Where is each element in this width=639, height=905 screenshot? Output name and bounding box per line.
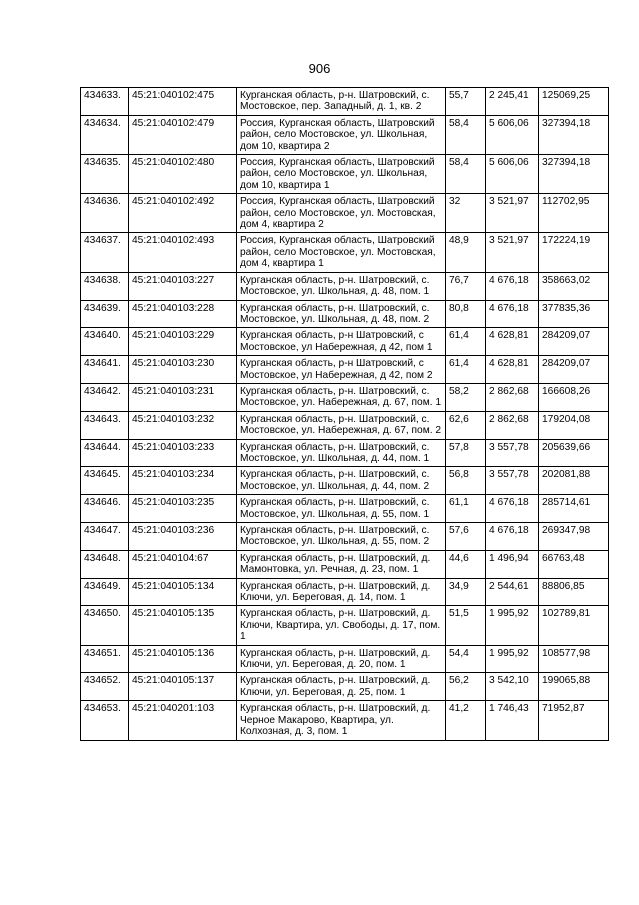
rate-cell: 1 995,92 xyxy=(486,606,539,645)
table-row xyxy=(81,155,609,194)
cadastral-value-cell: 88806,85 xyxy=(539,578,609,606)
area-cell: 61,4 xyxy=(446,356,486,384)
table-row xyxy=(81,578,609,606)
table-row xyxy=(81,523,609,551)
cadastral-value-cell: 202081,88 xyxy=(539,467,609,495)
cadastral-number-cell: 45:21:040103:228 xyxy=(129,300,237,328)
table-row xyxy=(81,411,609,439)
cadastral-number-cell: 45:21:040103:232 xyxy=(129,411,237,439)
row-number-cell: 434651. xyxy=(81,645,129,673)
cadastral-number-cell: 45:21:040102:479 xyxy=(129,115,237,154)
table-row xyxy=(81,300,609,328)
row-number-cell: 434634. xyxy=(81,115,129,154)
row-number-cell: 434645. xyxy=(81,467,129,495)
area-cell: 80,8 xyxy=(446,300,486,328)
address-cell: Курганская область, р-н. Шатровский, с. Мостовское, пер. Западный, д. 1, кв. 2 xyxy=(237,88,446,116)
cadastral-number-cell: 45:21:040105:135 xyxy=(129,606,237,645)
cadastral-number-cell: 45:21:040102:493 xyxy=(129,233,237,272)
cadastral-number-cell: 45:21:040103:230 xyxy=(129,356,237,384)
table-row xyxy=(81,550,609,578)
area-cell: 57,8 xyxy=(446,439,486,467)
cadastral-value-cell: 205639,66 xyxy=(539,439,609,467)
address-cell: Россия, Курганская область, Шатровский район, село Мостовское, ул. Мостовская, дом 4, квартира 2 xyxy=(237,194,446,233)
cadastral-number-cell: 45:21:040105:136 xyxy=(129,645,237,673)
cadastral-number-cell: 45:21:040103:235 xyxy=(129,495,237,523)
area-cell: 58,4 xyxy=(446,155,486,194)
table-row xyxy=(81,467,609,495)
table-row xyxy=(81,701,609,740)
area-cell: 62,6 xyxy=(446,411,486,439)
row-number-cell: 434649. xyxy=(81,578,129,606)
address-cell: Курганская область, р-н. Шатровский, д. Ключи, Квартира, ул. Свободы, д. 17, пом. 1 xyxy=(237,606,446,645)
area-cell: 76,7 xyxy=(446,272,486,300)
cadastral-value-cell: 166608,26 xyxy=(539,383,609,411)
row-number-cell: 434652. xyxy=(81,673,129,701)
area-cell: 55,7 xyxy=(446,88,486,116)
cadastral-value-cell: 269347,98 xyxy=(539,523,609,551)
cadastral-value-cell: 66763,48 xyxy=(539,550,609,578)
area-cell: 56,2 xyxy=(446,673,486,701)
address-cell: Курганская область, р-н. Шатровский, с. Мостовское, ул. Школьная, д. 55, пом. 2 xyxy=(237,523,446,551)
cadastral-value-cell: 125069,25 xyxy=(539,88,609,116)
table-row xyxy=(81,673,609,701)
cadastral-number-cell: 45:21:040102:475 xyxy=(129,88,237,116)
area-cell: 57,6 xyxy=(446,523,486,551)
address-cell: Курганская область, р-н. Шатровский, д. Ключи, ул. Береговая, д. 20, пом. 1 xyxy=(237,645,446,673)
cadastral-value-cell: 327394,18 xyxy=(539,115,609,154)
cadastral-number-cell: 45:21:040201:103 xyxy=(129,701,237,740)
rate-cell: 1 995,92 xyxy=(486,645,539,673)
table-row xyxy=(81,194,609,233)
table-row xyxy=(81,115,609,154)
row-number-cell: 434653. xyxy=(81,701,129,740)
cadastral-number-cell: 45:21:040102:480 xyxy=(129,155,237,194)
address-cell: Курганская область, р-н. Шатровский, с. Мостовское, ул. Набережная, д. 67, пом. 1 xyxy=(237,383,446,411)
table-row xyxy=(81,88,609,116)
cadastral-number-cell: 45:21:040103:234 xyxy=(129,467,237,495)
address-cell: Курганская область, р-н. Шатровский, с. Мостовское, ул. Школьная, д. 44, пом. 1 xyxy=(237,439,446,467)
cadastral-number-cell: 45:21:040103:227 xyxy=(129,272,237,300)
row-number-cell: 434635. xyxy=(81,155,129,194)
cadastral-number-cell: 45:21:040105:137 xyxy=(129,673,237,701)
cadastral-value-cell: 112702,95 xyxy=(539,194,609,233)
rate-cell: 4 628,81 xyxy=(486,356,539,384)
rate-cell: 4 676,18 xyxy=(486,495,539,523)
row-number-cell: 434639. xyxy=(81,300,129,328)
cadastral-value-cell: 172224,19 xyxy=(539,233,609,272)
row-number-cell: 434642. xyxy=(81,383,129,411)
rate-cell: 4 628,81 xyxy=(486,328,539,356)
page-number: 906 xyxy=(308,61,331,76)
row-number-cell: 434647. xyxy=(81,523,129,551)
rate-cell: 5 606,06 xyxy=(486,155,539,194)
rate-cell: 1 496,94 xyxy=(486,550,539,578)
rate-cell: 2 862,68 xyxy=(486,383,539,411)
rate-cell: 5 606,06 xyxy=(486,115,539,154)
address-cell: Россия, Курганская область, Шатровский район, село Мостовское, ул. Мостовская, дом 4, квартира 1 xyxy=(237,233,446,272)
rate-cell: 3 521,97 xyxy=(486,194,539,233)
area-cell: 56,8 xyxy=(446,467,486,495)
table-row xyxy=(81,645,609,673)
area-cell: 58,2 xyxy=(446,383,486,411)
cadastral-value-cell: 108577,98 xyxy=(539,645,609,673)
rate-cell: 2 544,61 xyxy=(486,578,539,606)
row-number-cell: 434640. xyxy=(81,328,129,356)
rate-cell: 3 521,97 xyxy=(486,233,539,272)
cadastral-number-cell: 45:21:040102:492 xyxy=(129,194,237,233)
address-cell: Курганская область, р-н Шатровский, с Мостовское, ул Набережная, д 42, пом 1 xyxy=(237,328,446,356)
table-row xyxy=(81,606,609,645)
cadastral-value-cell: 102789,81 xyxy=(539,606,609,645)
row-number-cell: 434646. xyxy=(81,495,129,523)
area-cell: 41,2 xyxy=(446,701,486,740)
area-cell: 58,4 xyxy=(446,115,486,154)
address-cell: Курганская область, р-н. Шатровский, д. Черное Макарово, Квартира, ул. Колхозная, д. 3, пом. 1 xyxy=(237,701,446,740)
rate-cell: 3 557,78 xyxy=(486,439,539,467)
row-number-cell: 434633. xyxy=(81,88,129,116)
area-cell: 54,4 xyxy=(446,645,486,673)
rate-cell: 2 862,68 xyxy=(486,411,539,439)
rate-cell: 1 746,43 xyxy=(486,701,539,740)
cadastral-value-cell: 199065,88 xyxy=(539,673,609,701)
area-cell: 32 xyxy=(446,194,486,233)
address-cell: Курганская область, р-н. Шатровский, д. Мамонтовка, ул. Речная, д. 23, пом. 1 xyxy=(237,550,446,578)
address-cell: Курганская область, р-н Шатровский, с Мостовское, ул Набережная, д 42, пом 2 xyxy=(237,356,446,384)
rate-cell: 2 245,41 xyxy=(486,88,539,116)
area-cell: 34,9 xyxy=(446,578,486,606)
address-cell: Курганская область, р-н. Шатровский, с. Мостовское, ул. Школьная, д. 55, пом. 1 xyxy=(237,495,446,523)
cadastral-value-cell: 284209,07 xyxy=(539,328,609,356)
cadastral-value-cell: 284209,07 xyxy=(539,356,609,384)
row-number-cell: 434650. xyxy=(81,606,129,645)
cadastral-number-cell: 45:21:040103:233 xyxy=(129,439,237,467)
row-number-cell: 434637. xyxy=(81,233,129,272)
rate-cell: 3 542,10 xyxy=(486,673,539,701)
table-row xyxy=(81,356,609,384)
rate-cell: 3 557,78 xyxy=(486,467,539,495)
table-row xyxy=(81,439,609,467)
address-cell: Курганская область, р-н. Шатровский, с. Мостовское, ул. Набережная, д. 67, пом. 2 xyxy=(237,411,446,439)
registry-table xyxy=(80,87,609,741)
cadastral-value-cell: 71952,87 xyxy=(539,701,609,740)
cadastral-number-cell: 45:21:040103:229 xyxy=(129,328,237,356)
address-cell: Россия, Курганская область, Шатровский район, село Мостовское, ул. Школьная, дом 10, квартира 1 xyxy=(237,155,446,194)
table-row xyxy=(81,495,609,523)
table-row xyxy=(81,272,609,300)
area-cell: 48,9 xyxy=(446,233,486,272)
address-cell: Курганская область, р-н. Шатровский, с. Мостовское, ул. Школьная, д. 48, пом. 2 xyxy=(237,300,446,328)
cadastral-number-cell: 45:21:040105:134 xyxy=(129,578,237,606)
area-cell: 44,6 xyxy=(446,550,486,578)
row-number-cell: 434644. xyxy=(81,439,129,467)
row-number-cell: 434641. xyxy=(81,356,129,384)
cadastral-value-cell: 327394,18 xyxy=(539,155,609,194)
table-row xyxy=(81,328,609,356)
area-cell: 61,1 xyxy=(446,495,486,523)
cadastral-number-cell: 45:21:040103:236 xyxy=(129,523,237,551)
area-cell: 61,4 xyxy=(446,328,486,356)
address-cell: Курганская область, р-н. Шатровский, д. Ключи, ул. Береговая, д. 14, пом. 1 xyxy=(237,578,446,606)
row-number-cell: 434643. xyxy=(81,411,129,439)
table-row xyxy=(81,233,609,272)
registry-table-body xyxy=(81,88,609,741)
cadastral-value-cell: 377835,36 xyxy=(539,300,609,328)
row-number-cell: 434638. xyxy=(81,272,129,300)
address-cell: Курганская область, р-н. Шатровский, с. Мостовское, ул. Школьная, д. 44, пом. 2 xyxy=(237,467,446,495)
address-cell: Россия, Курганская область, Шатровский район, село Мостовское, ул. Школьная, дом 10, квартира 2 xyxy=(237,115,446,154)
address-cell: Курганская область, р-н. Шатровский, с. Мостовское, ул. Школьная, д. 48, пом. 1 xyxy=(237,272,446,300)
cadastral-value-cell: 179204,08 xyxy=(539,411,609,439)
row-number-cell: 434636. xyxy=(81,194,129,233)
rate-cell: 4 676,18 xyxy=(486,272,539,300)
table-row xyxy=(81,383,609,411)
cadastral-value-cell: 285714,61 xyxy=(539,495,609,523)
rate-cell: 4 676,18 xyxy=(486,523,539,551)
cadastral-number-cell: 45:21:040103:231 xyxy=(129,383,237,411)
cadastral-value-cell: 358663,02 xyxy=(539,272,609,300)
address-cell: Курганская область, р-н. Шатровский, д. Ключи, ул. Береговая, д. 25, пом. 1 xyxy=(237,673,446,701)
cadastral-number-cell: 45:21:040104:67 xyxy=(129,550,237,578)
area-cell: 51,5 xyxy=(446,606,486,645)
row-number-cell: 434648. xyxy=(81,550,129,578)
rate-cell: 4 676,18 xyxy=(486,300,539,328)
